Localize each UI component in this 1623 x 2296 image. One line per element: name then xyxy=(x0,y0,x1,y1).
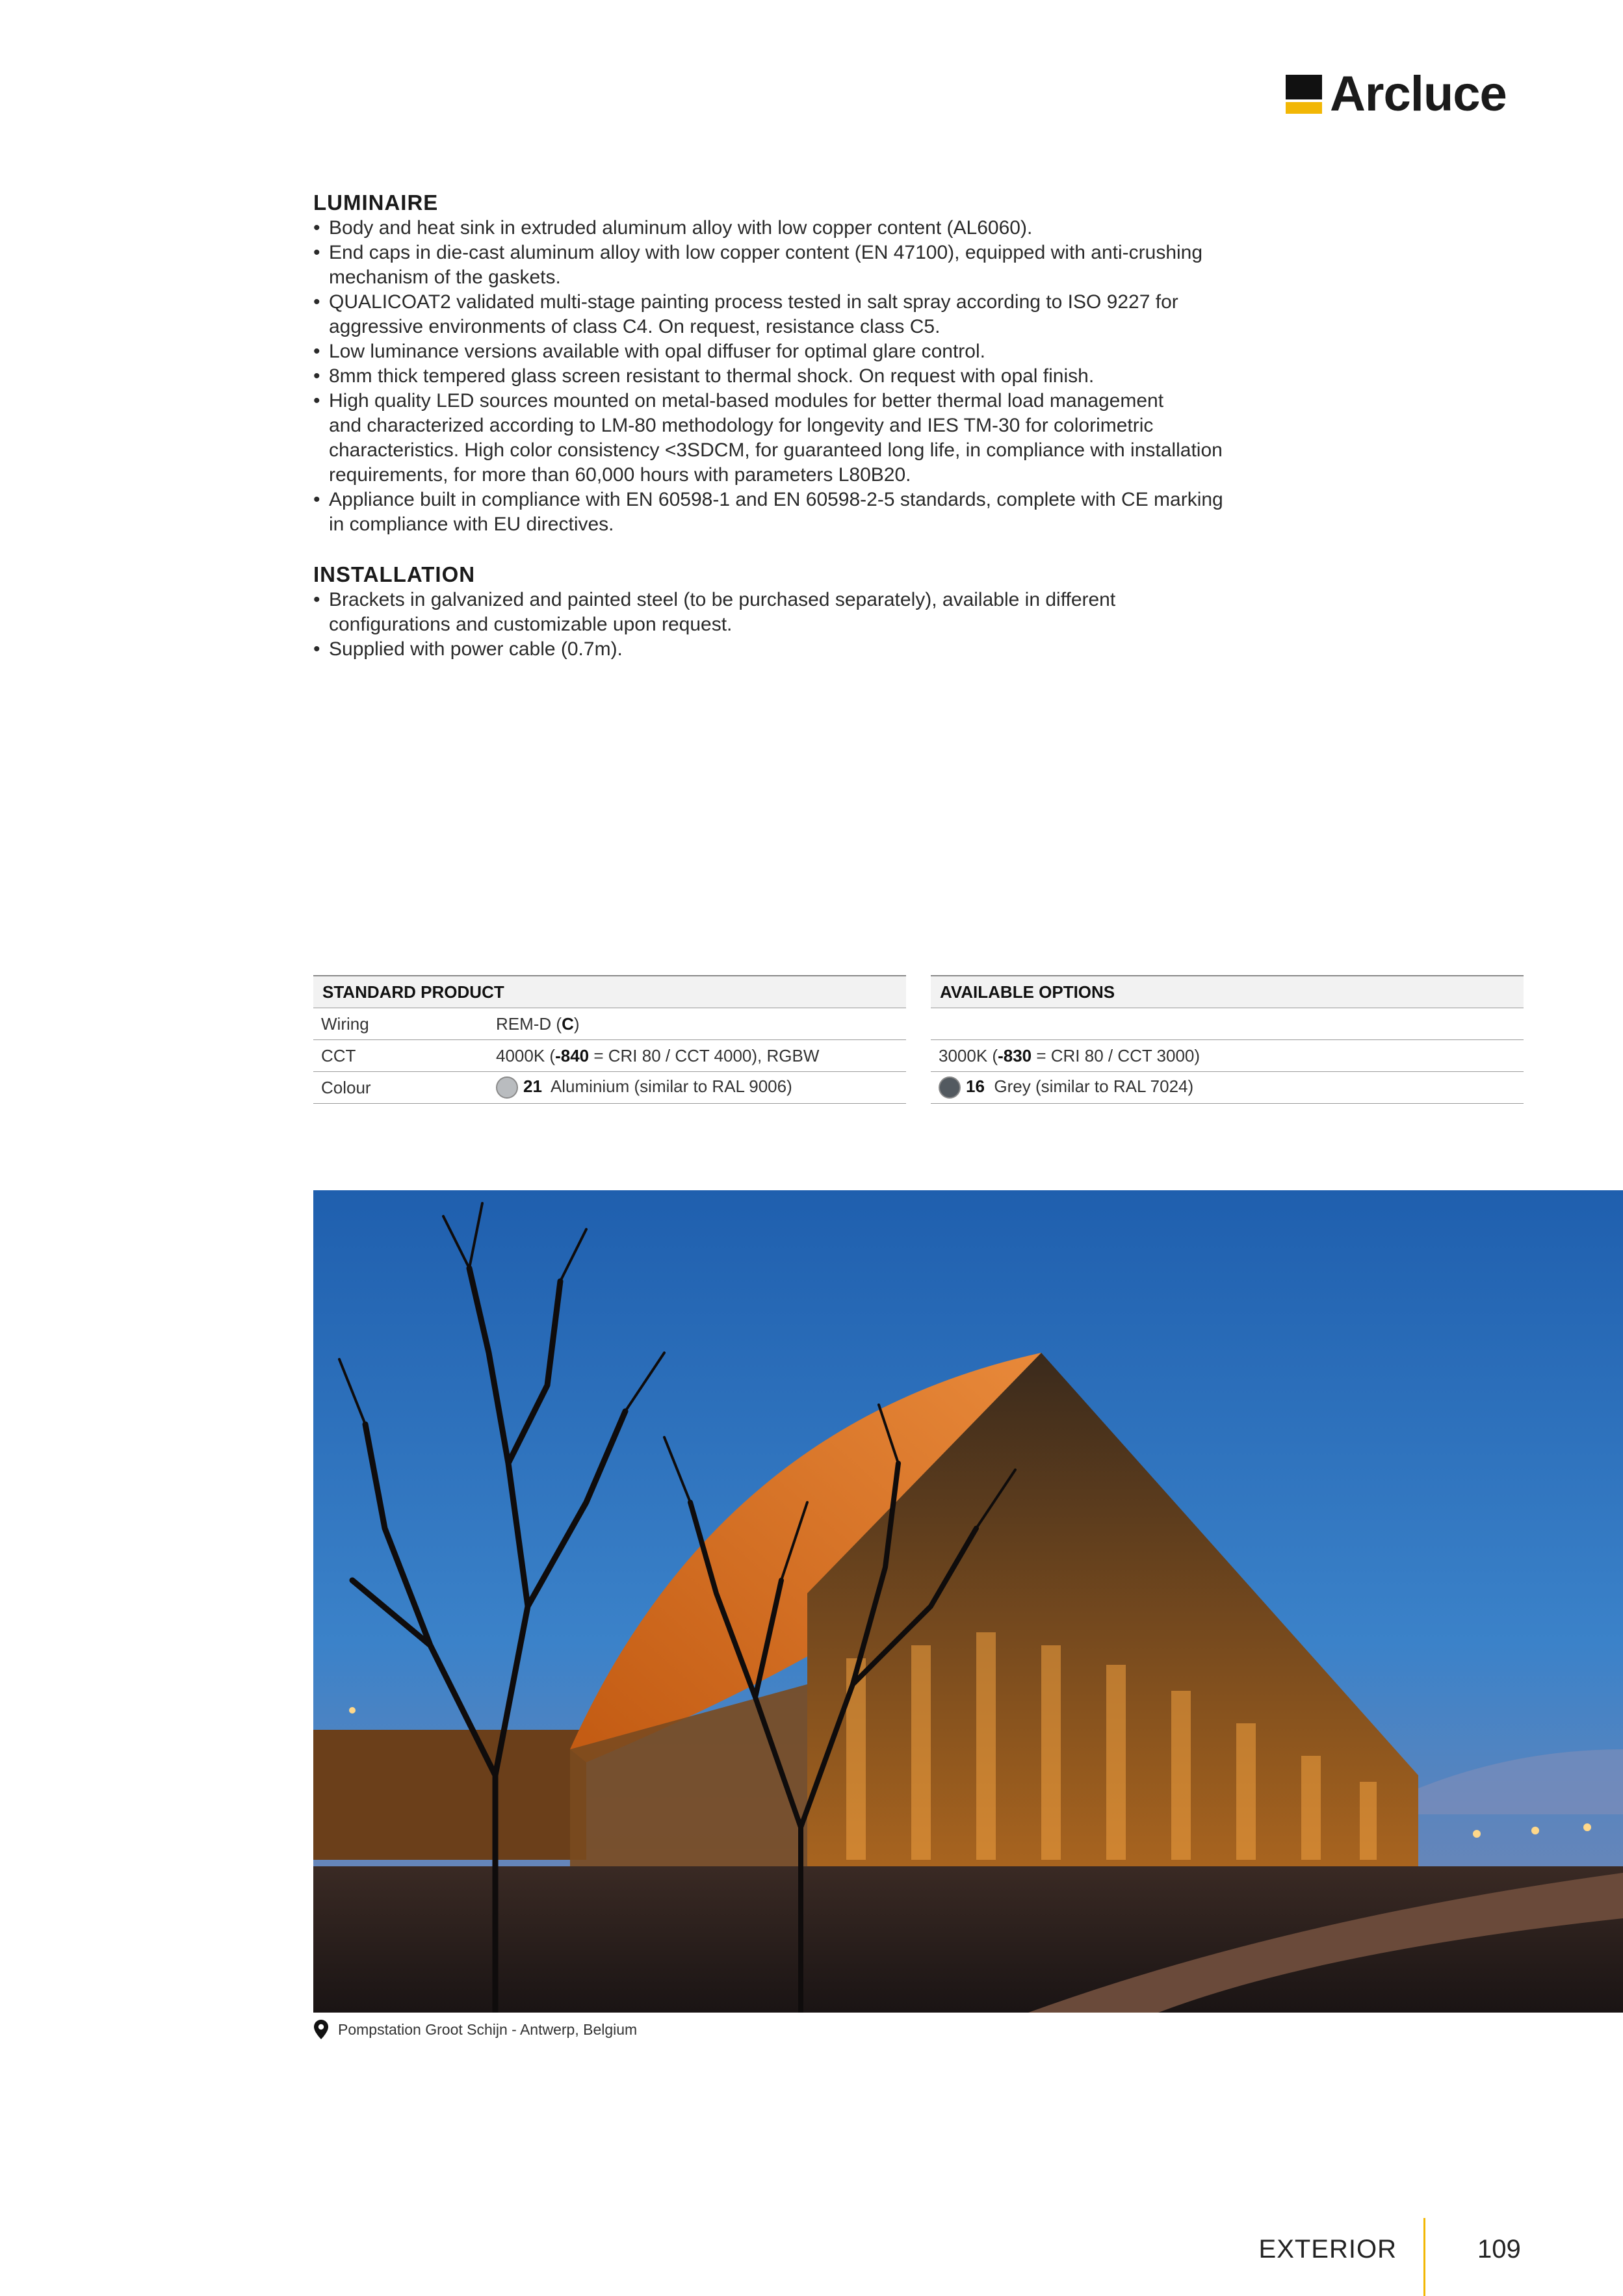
product-tables xyxy=(313,975,1524,1104)
colour-value: 21 Aluminium (similar to RAL 9006) xyxy=(488,1072,906,1104)
table-row xyxy=(313,1008,906,1040)
wiring-value: REM-D (C) xyxy=(488,1008,906,1040)
section-label: EXTERIOR xyxy=(1258,2235,1397,2263)
page-number: 109 xyxy=(1477,2235,1521,2263)
logo-mark-icon xyxy=(1286,75,1322,114)
standard-header: STANDARD PRODUCT xyxy=(313,976,906,1008)
wiring-label: Wiring xyxy=(313,1008,488,1040)
page-footer xyxy=(0,2218,1623,2296)
list-item: • QUALICOAT2 validated multi-stage painting process tested in salt spray according to ISO 9227 for aggressive environments of class C4. On request, resistance class C5. xyxy=(313,290,1275,339)
list-item: • Appliance built in compliance with EN 60598-1 and EN 60598-2-5 standards, complete with CE marking in compliance with EU directives. xyxy=(313,488,1275,537)
list-item: • Brackets in galvanized and painted steel (to be purchased separately), available in different configurations and customizable upon request. xyxy=(313,588,1275,637)
list-item: • End caps in die-cast aluminum alloy with low copper content (EN 47100), equipped with anti-crushing mechanism of the gaskets. xyxy=(313,241,1275,290)
list-item: • 8mm thick tempered glass screen resistant to thermal shock. On request with opal finish. xyxy=(313,364,1275,389)
cct-label: CCT xyxy=(313,1040,488,1072)
options-header: AVAILABLE OPTIONS xyxy=(931,976,1524,1008)
luminaire-title: LUMINAIRE xyxy=(313,190,439,215)
spec-text xyxy=(313,190,1275,662)
list-item: • Body and heat sink in extruded aluminum alloy with low copper content (AL6060). xyxy=(313,216,1275,241)
cct-value: 4000K (-840 = CRI 80 / CCT 4000), RGBW xyxy=(488,1040,906,1072)
brand-name: Arcluce xyxy=(1330,66,1507,122)
colour-swatch-aluminium xyxy=(496,1076,518,1099)
luminaire-list xyxy=(313,216,1275,537)
standard-product-table xyxy=(313,975,906,1104)
caption-text: Pompstation Groot Schijn - Antwerp, Belgium xyxy=(338,2020,638,2038)
installation-list xyxy=(313,588,1275,662)
location-pin-icon xyxy=(313,2019,329,2040)
colour-label: Colour xyxy=(313,1072,488,1104)
option-cct-value: 3000K (-830 = CRI 80 / CCT 3000) xyxy=(931,1040,1524,1072)
footer-divider xyxy=(1423,2218,1425,2296)
list-item: • Low luminance versions available with opal diffuser for optimal glare control. xyxy=(313,339,1275,364)
table-row xyxy=(931,1040,1524,1072)
installation-title: INSTALLATION xyxy=(313,562,476,586)
table-row xyxy=(931,1072,1524,1104)
colour-swatch-grey xyxy=(939,1076,961,1099)
table-row xyxy=(313,1072,906,1104)
list-item: • High quality LED sources mounted on metal-based modules for better thermal load management and characterized according to LM-80 methodology for longevity and IES TM-30 for colorimetric characteristics. High color consistency <3SDCM, for guaranteed long life, in compliance with installation requirements, for more than 60,000 hours with parameters L80B20. xyxy=(313,389,1275,488)
table-row xyxy=(313,1040,906,1072)
brand-logo xyxy=(1286,68,1507,120)
table-row xyxy=(931,1008,1524,1040)
project-photo xyxy=(313,1190,1623,2013)
option-colour-value: 16 Grey (similar to RAL 7024) xyxy=(931,1072,1524,1104)
photo-caption xyxy=(313,2018,637,2041)
list-item: • Supplied with power cable (0.7m). xyxy=(313,637,1275,662)
available-options-table xyxy=(931,975,1524,1104)
